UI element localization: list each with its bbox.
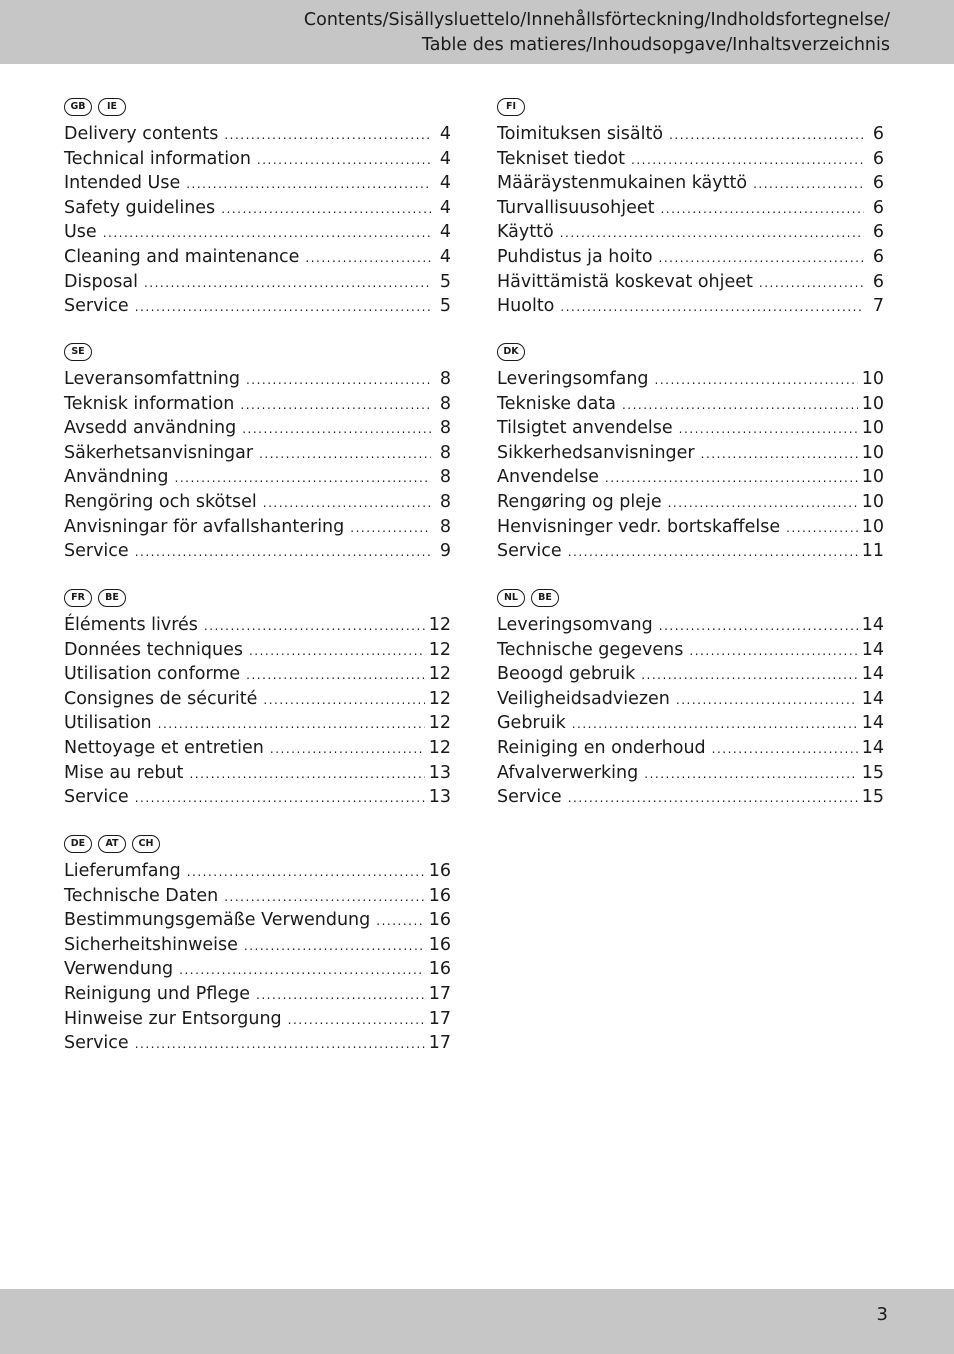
language-badges [497,95,884,119]
dot-leader [568,791,858,805]
toc-entry-page: 16 [428,885,451,906]
dot-leader [659,619,858,633]
toc-entry [497,467,884,492]
dot-leader [263,496,431,510]
dot-leader [786,521,858,535]
toc-entry-page: 10 [861,418,884,439]
toc-entry-label: Sicherheitshinweise [64,934,238,955]
toc-entry-page: 6 [872,246,884,267]
toc-entry-label: Données techniques [64,639,243,660]
toc-entry [64,247,451,272]
dot-leader [256,988,425,1002]
toc-entry-label: Service [64,1033,129,1054]
toc-entry [64,664,451,689]
toc-entry-label: Leveringsomfang [497,369,649,389]
toc-entry-label: Technische gegevens [497,639,684,660]
toc-entry [497,492,884,517]
toc-entry-label: Technical information [64,148,251,169]
language-badges [497,340,884,364]
toc-entry-page: 8 [439,418,451,439]
toc-entry [497,296,884,321]
toc-entry-page: 8 [439,442,451,463]
toc-entry [497,173,884,198]
toc-entry [497,738,884,763]
toc-entry-label: Service [64,541,129,562]
toc-entry [497,541,884,566]
toc-entry [64,394,451,419]
toc-entry-page: 14 [861,713,884,734]
toc-entry [64,935,451,960]
dot-leader [631,153,864,167]
toc-entry-page: 10 [861,467,884,488]
toc-entry-label: Nettoyage et entretien [64,737,264,758]
toc-entry [64,149,451,174]
toc-entry-label: Rengøring og pleje [497,491,662,512]
dot-leader [224,128,431,142]
toc-entry-label: Teknisk information [64,393,235,414]
toc-entry [64,124,451,149]
dot-leader [350,521,431,535]
country-badge: BE [98,589,126,607]
toc-entry-label: Avsedd användning [64,418,237,439]
toc-entry-page: 4 [439,124,451,144]
toc-entry-page: 16 [428,910,451,931]
toc-entry-label: Hinweise zur Entsorgung [64,1008,282,1029]
toc-entry-label: Leveransomfattning [64,369,240,389]
dot-leader [689,644,857,658]
toc-entry-page: 6 [872,271,884,292]
toc-entry [497,664,884,689]
dot-leader [224,890,424,904]
toc-entry [497,443,884,468]
toc-entry [497,713,884,738]
dot-leader [753,177,864,191]
toc-entry [64,467,451,492]
toc-entry-label: Tilsigtet anvendelse [497,418,673,439]
page-title-line-1: Contents/Sisällysluettelo/Innehållsförteckning/Indholdsfortegnelse/ [303,10,890,30]
toc-entry [64,886,451,911]
toc-entry-page: 14 [861,615,884,635]
dot-leader [270,742,425,756]
toc-entry [497,272,884,297]
toc-entry-page: 6 [872,124,884,144]
toc-entry-page: 4 [439,246,451,267]
toc-entry [497,198,884,223]
dot-leader [560,226,864,240]
toc-entry-page: 12 [428,615,451,635]
dot-leader [259,447,431,461]
dot-leader [712,742,858,756]
dot-leader [187,865,425,879]
dot-leader [204,619,425,633]
dot-leader [759,276,864,290]
dot-leader [103,226,431,240]
dot-leader [660,202,864,216]
toc-section-fi [497,95,884,321]
toc-entry-label: Anvendelse [497,467,599,488]
toc-entry-label: Technische Daten [64,885,219,906]
toc-entry-page: 9 [439,541,451,562]
toc-entry [64,1033,451,1058]
toc-entry [64,787,451,812]
toc-entry-page: 4 [439,173,451,194]
toc-entry-page: 15 [861,762,884,783]
toc-entry-label: Määräystenmukainen käyttö [497,173,748,194]
toc-entry [497,640,884,665]
toc-entry-label: Huolto [497,296,555,317]
toc-entry-label: Sikkerhedsanvisninger [497,442,695,463]
dot-leader [144,276,431,290]
toc-entry-page: 12 [428,688,451,709]
toc-entry [497,369,884,394]
toc-entry-page: 10 [861,491,884,512]
toc-entry-page: 12 [428,639,451,660]
toc-entry-page: 5 [439,271,451,292]
toc-entry-page: 17 [428,1033,451,1054]
header-bar [0,0,954,64]
toc-entry-label: Consignes de sécurité [64,688,258,709]
toc-entry-page: 7 [872,296,884,317]
toc-entry [64,689,451,714]
toc-entry-page: 10 [861,516,884,537]
toc-entry [64,222,451,247]
dot-leader [605,471,858,485]
dot-leader [669,128,864,142]
toc-entry [64,443,451,468]
toc-entry [64,984,451,1009]
language-badges [64,340,451,364]
dot-leader [189,767,424,781]
toc-entry-label: Disposal [64,271,138,292]
toc-entry-label: Käyttö [497,222,554,243]
toc-entry-label: Gebruik [497,713,566,734]
toc-entry-page: 6 [872,222,884,243]
toc-entry-label: Bestimmungsgemäße Verwendung [64,910,371,931]
toc-entry [497,787,884,812]
toc-entry-page: 13 [428,762,451,783]
toc-entry-page: 14 [861,664,884,685]
toc-entry-label: Intended Use [64,173,181,194]
toc-entry [64,541,451,566]
toc-entry-label: Veiligheidsadviezen [497,688,670,709]
toc-entry [64,959,451,984]
toc-entry-label: Service [64,296,129,317]
toc-entry-label: Utilisation [64,713,152,734]
toc-entry-page: 15 [861,787,884,808]
toc-entry [497,615,884,640]
toc-entry-page: 17 [428,983,451,1004]
language-badges [64,95,451,119]
toc-entry-page: 10 [861,393,884,414]
dot-leader [668,496,858,510]
toc-entry-page: 12 [428,737,451,758]
country-badge: DK [497,343,525,361]
toc-entry-page: 14 [861,737,884,758]
toc-entry-page: 5 [439,296,451,317]
toc-entry [64,615,451,640]
toc-entry-label: Turvallisuusohjeet [497,197,655,218]
toc-entry-label: Afvalverwerking [497,762,639,783]
country-badge: FR [64,589,92,607]
toc-entry-page: 11 [861,541,884,562]
country-badge: BE [531,589,559,607]
toc-entry [64,713,451,738]
dot-leader [175,471,432,485]
toc-entry-page: 12 [428,713,451,734]
dot-leader [655,373,858,387]
toc-entry-label: Verwendung [64,959,174,980]
toc-entry [64,763,451,788]
country-badge: DE [64,835,92,853]
toc-entry [64,861,451,886]
toc-entry-page: 17 [428,1008,451,1029]
toc-entry-page: 13 [428,787,451,808]
dot-leader [568,545,858,559]
language-badges [64,586,451,610]
toc-entry-page: 8 [439,369,451,389]
toc-entry [64,517,451,542]
toc-entry-label: Lieferumfang [64,861,181,881]
toc-entry [497,124,884,149]
dot-leader [179,963,425,977]
dot-leader [135,1037,425,1051]
toc-entry [64,369,451,394]
toc-entry [64,910,451,935]
toc-entry-page: 6 [872,197,884,218]
dot-leader [641,668,857,682]
toc-entry-page: 8 [439,516,451,537]
toc-section-gb-ie [64,95,451,321]
toc-entry [497,247,884,272]
dot-leader [644,767,857,781]
dot-leader [305,251,431,265]
dot-leader [257,153,431,167]
toc-entry-label: Service [64,787,129,808]
dot-leader [676,693,858,707]
toc-entry-label: Reiniging en onderhoud [497,737,706,758]
toc-entry-page: 4 [439,222,451,243]
dot-leader [263,693,424,707]
dot-leader [560,300,864,314]
toc-entry-page: 6 [872,148,884,169]
country-badge: NL [497,589,525,607]
dot-leader [221,202,431,216]
footer-bar [0,1289,954,1354]
toc-entry-page: 10 [861,442,884,463]
dot-leader [242,422,431,436]
toc-entry-label: Safety guidelines [64,197,216,218]
page-title-line-2: Table des matieres/Inhoudsopgave/Inhaltsverzeichnis [421,35,890,55]
toc-entry-page: 6 [872,173,884,194]
toc-entry-page: 16 [428,861,451,881]
toc-entry [64,272,451,297]
toc-entry-label: Tekniset tiedot [497,148,626,169]
country-badge: SE [64,343,92,361]
dot-leader [376,914,424,928]
toc-entry [497,689,884,714]
dot-leader [572,717,858,731]
country-badge: CH [132,835,160,853]
toc-entry-page: 14 [861,639,884,660]
toc-entry [64,1009,451,1034]
toc-section-dk [497,340,884,566]
toc-section-de-at-ch [64,832,451,1058]
toc-entry [64,198,451,223]
toc-entry [64,492,451,517]
dot-leader [246,373,431,387]
toc-entry-label: Anvisningar för avfallshantering [64,516,345,537]
toc-section-nl-be [497,586,884,812]
toc-entry-label: Rengöring och skötsel [64,491,257,512]
dot-leader [158,717,425,731]
toc-entry-page: 8 [439,393,451,414]
dot-leader [246,668,425,682]
toc-entry-label: Säkerhetsanvisningar [64,442,254,463]
page-number: 3 [876,1304,888,1325]
country-badge: AT [98,835,126,853]
toc-entry-label: Användning [64,467,169,488]
toc-entry-label: Leveringsomvang [497,615,653,635]
language-badges [64,832,451,856]
toc-entry [497,418,884,443]
dot-leader [659,251,864,265]
toc-entry-label: Delivery contents [64,124,219,144]
dot-leader [135,791,425,805]
dot-leader [679,422,858,436]
country-badge: GB [64,98,92,116]
dot-leader [244,939,425,953]
toc-entry-label: Éléments livrés [64,615,198,635]
dot-leader [135,300,431,314]
toc-entry-label: Service [497,541,562,562]
toc-entry-page: 4 [439,148,451,169]
toc-entry-label: Mise au rebut [64,762,184,783]
toc-entry [497,763,884,788]
toc-entry [497,222,884,247]
dot-leader [186,177,431,191]
toc-entry-page: 14 [861,688,884,709]
toc-entry-page: 4 [439,197,451,218]
dot-leader [701,447,858,461]
toc-entry-label: Reinigung und Pflege [64,983,250,1004]
toc-entry [497,394,884,419]
country-badge: FI [497,98,525,116]
toc-entry [64,418,451,443]
toc-section-se [64,340,451,566]
dot-leader [249,644,425,658]
toc-entry-label: Henvisninger vedr. bortskaffelse [497,516,781,537]
toc-entry-page: 16 [428,934,451,955]
toc-entry-label: Use [64,222,97,243]
toc-entry-label: Beoogd gebruik [497,664,636,685]
toc-entry [64,640,451,665]
toc-entry-page: 16 [428,959,451,980]
toc-entry-label: Hävittämistä koskevat ohjeet [497,271,753,292]
toc-entry [64,296,451,321]
toc-entry [64,738,451,763]
toc-entry-page: 10 [861,369,884,389]
toc-entry-page: 8 [439,467,451,488]
toc-entry [64,173,451,198]
dot-leader [135,545,431,559]
page-title [304,8,890,58]
country-badge: IE [98,98,126,116]
toc-entry-page: 8 [439,491,451,512]
toc-entry-page: 12 [428,664,451,685]
toc-entry-label: Toimituksen sisältö [497,124,664,144]
language-badges [497,586,884,610]
toc-entry-label: Utilisation conforme [64,664,241,685]
toc-entry-label: Service [497,787,562,808]
dot-leader [622,398,858,412]
toc-entry-label: Tekniske data [497,393,616,414]
toc-entry-label: Puhdistus ja hoito [497,246,653,267]
toc-entry-label: Cleaning and maintenance [64,246,300,267]
toc-section-fr-be [64,586,451,812]
dot-leader [288,1013,425,1027]
toc-entry [497,149,884,174]
toc-entry [497,517,884,542]
dot-leader [240,398,431,412]
